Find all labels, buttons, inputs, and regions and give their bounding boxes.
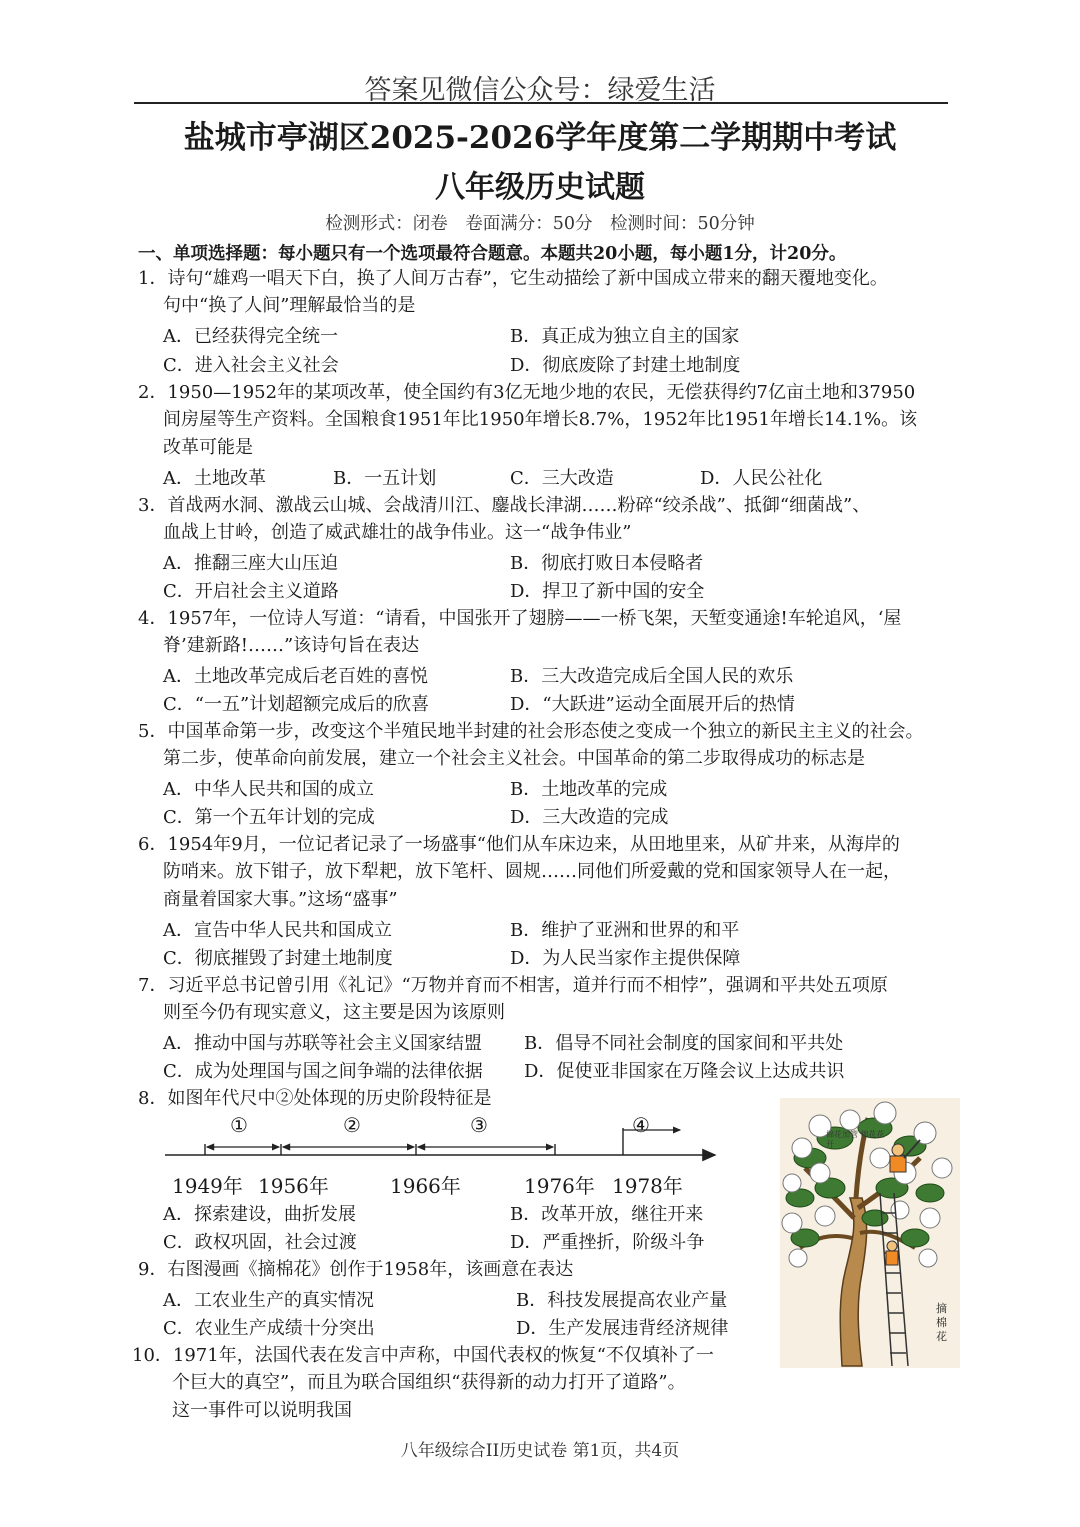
page-footer: 八年级综合II历史试卷 第1页，共4页 (400, 1441, 680, 1461)
question-10-stem-3: 这一事件可以说明我国 (172, 1400, 352, 1421)
question-3-stem-2: 血战上甘岭，创造了威武雄壮的战争伟业。这一“战争伟业” (163, 522, 632, 543)
question-2-option-b: B．一五计划 (333, 468, 437, 489)
header-divider (134, 102, 948, 104)
question-7-option-c: C．成为处理国与国之间争端的法律依据 (163, 1061, 483, 1082)
question-4-option-d: D．“大跃进”运动全面展开后的热情 (510, 694, 795, 715)
question-1-option-d: D．彻底废除了封建土地制度 (510, 355, 741, 376)
question-9-option-a: A．工农业生产的真实情况 (163, 1290, 374, 1311)
question-8-stem-1: 8．如图年代尺中②处体现的历史阶段特征是 (138, 1088, 492, 1109)
question-9-option-c: C．农业生产成绩十分突出 (163, 1318, 375, 1339)
question-4-stem-2: 脊’建新路!……”该诗句旨在表达 (163, 635, 420, 656)
question-4-option-b: B．三大改造完成后全国人民的欢乐 (510, 666, 794, 687)
question-2-stem-1: 2．1950—1952年的某项改革，使全国约有3亿无地少地的农民，无偿获得约7亿亩土地和37950 (138, 382, 916, 403)
question-9-option-b: B．科技发展提高农业产量 (516, 1290, 728, 1311)
question-1-stem-2: 句中“换了人间”理解最恰当的是 (163, 295, 416, 316)
question-2-stem-3: 改革可能是 (163, 437, 253, 458)
timeline-period-3: ③ (470, 1113, 488, 1137)
question-5-stem-2: 第二步，使革命向前发展，建立一个社会主义社会。中国革命的第二步取得成功的标志是 (163, 748, 865, 769)
question-1-option-a: A．已经获得完全统一 (163, 326, 338, 347)
question-4-option-a: A．土地改革完成后老百姓的喜悦 (163, 666, 428, 687)
cartoon-scribble: 棉花加管 棉花花开 (826, 1130, 885, 1149)
question-3-option-a: A．推翻三座大山压迫 (163, 553, 338, 574)
question-6-stem-1: 6．1954年9月，一位记者记录了一场盛事“他们从车床边来，从田地里来，从矿井来，从海岸的 (138, 834, 900, 855)
question-5-stem-1: 5．中国革命第一步，改变这个半殖民地半封建的社会形态使之变成一个独立的新民主主义的社会。 (138, 721, 924, 742)
question-6-option-d: D．为人民当家作主提供保障 (510, 948, 741, 969)
question-6-stem-2: 防哨来。放下钳子，放下犁耙，放下笔杆、圆规……同他们所爱戴的党和国家领导人在一起， (163, 861, 901, 882)
question-6-option-c: C．彻底摧毁了封建土地制度 (163, 948, 393, 969)
question-5-option-c: C．第一个五年计划的完成 (163, 807, 375, 828)
exam-title: 盐城市亭湖区2025-2026学年度第二学期期中考试 (183, 120, 897, 156)
question-8-option-a: A．探索建设，曲折发展 (163, 1204, 356, 1225)
question-9-option-d: D．生产发展违背经济规律 (516, 1318, 729, 1339)
cartoon-caption: 摘棉花 (936, 1302, 947, 1343)
question-1-stem-1: 1．诗句“雄鸡一唱天下白，换了人间万古春”，它生动描绘了新中国成立带来的翻天覆地变化。 (138, 268, 888, 289)
question-10-stem-1: 10．1971年，法国代表在发言中声称，中国代表权的恢复“不仅填补了一 (132, 1345, 714, 1366)
question-3-option-b: B．彻底打败日本侵略者 (510, 553, 704, 574)
timeline-year-1976: 1976年 (524, 1174, 595, 1198)
question-2-stem-2: 间房屋等生产资料。全国粮食1951年比1950年增长8.7%，1952年比1951年增长14.1%。该 (163, 409, 918, 430)
question-3-stem-1: 3．首战两水洞、激战云山城、会战清川江、鏖战长津湖……粉碎“绞杀战”、抵御“细菌战”、 (138, 495, 871, 516)
exam-subtitle: 八年级历史试题 (435, 170, 645, 205)
question-2-option-d: D．人民公社化 (700, 468, 823, 489)
question-5-option-b: B．土地改革的完成 (510, 779, 668, 800)
question-10-stem-2: 个巨大的真空”，而且为联合国组织“获得新的动力打开了道路”。 (172, 1372, 686, 1393)
timeline-period-4: ④ (632, 1113, 650, 1137)
question-7-stem-2: 则至今仍有现实意义，这主要是因为该原则 (163, 1002, 505, 1023)
question-2-option-c: C．三大改造 (510, 468, 614, 489)
timeline-year-1978: 1978年 (612, 1174, 683, 1198)
question-8-option-d: D．严重挫折，阶级斗争 (510, 1232, 705, 1253)
question-1-option-c: C．进入社会主义社会 (163, 355, 339, 376)
question-2-option-a: A．土地改革 (163, 468, 266, 489)
question-7-option-d: D．促使亚非国家在万隆会议上达成共识 (524, 1061, 845, 1082)
timeline-year-1956: 1956年 (258, 1174, 329, 1198)
timeline-period-2: ② (343, 1113, 361, 1137)
question-6-stem-3: 商量着国家大事。”这场“盛事” (163, 889, 398, 910)
question-6-option-b: B．维护了亚洲和世界的和平 (510, 920, 740, 941)
timeline-period-1: ① (230, 1113, 248, 1137)
timeline-year-1949: 1949年 (172, 1174, 243, 1198)
watermark: 答案见微信公众号：绿爱生活 (364, 75, 716, 106)
question-4-stem-1: 4．1957年，一位诗人写道：“请看，中国张开了翅膀——一桥飞架，天堑变通途!车轮追风，‘屋 (138, 608, 902, 629)
question-1-option-b: B．真正成为独立自主的国家 (510, 326, 740, 347)
question-3-option-d: D．捍卫了新中国的安全 (510, 581, 705, 602)
question-7-option-a: A．推动中国与苏联等社会主义国家结盟 (163, 1033, 482, 1054)
question-7-option-b: B．倡导不同社会制度的国家间和平共处 (524, 1033, 844, 1054)
question-6-option-a: A．宣告中华人民共和国成立 (163, 920, 392, 941)
question-5-option-a: A．中华人民共和国的成立 (163, 779, 374, 800)
question-5-option-d: D．三大改造的完成 (510, 807, 669, 828)
question-4-option-c: C．“一五”计划超额完成后的欣喜 (163, 694, 430, 715)
exam-meta: 检测形式：闭卷 卷面满分：50分 检测时间：50分钟 (325, 214, 755, 234)
question-3-option-c: C．开启社会主义道路 (163, 581, 339, 602)
question-7-stem-1: 7．习近平总书记曾引用《礼记》“万物并育而不相害，道并行而不相悖”，强调和平共处五项原 (138, 975, 888, 996)
question-9-stem-1: 9．右图漫画《摘棉花》创作于1958年，该画意在表达 (138, 1259, 574, 1280)
question-8-option-b: B．改革开放，继往开来 (510, 1204, 704, 1225)
timeline-year-1966: 1966年 (390, 1174, 461, 1198)
section-heading: 一、单项选择题：每小题只有一个选项最符合题意。本题共20小题，每小题1分，计20分。 (138, 244, 847, 264)
question-8-option-c: C．政权巩固，社会过渡 (163, 1232, 357, 1253)
